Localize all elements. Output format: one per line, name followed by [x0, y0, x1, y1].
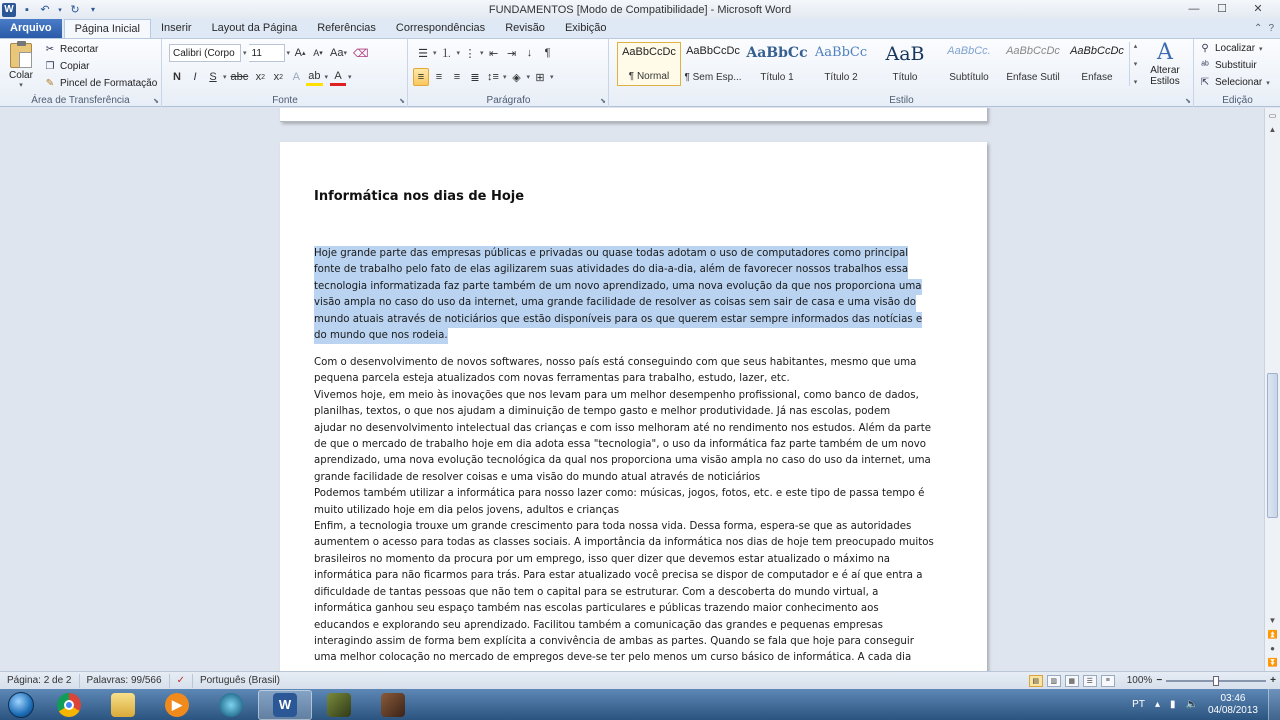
paragraph-group-label: Parágrafo	[486, 95, 531, 106]
style-subtitulo[interactable]	[937, 42, 1001, 86]
redo-icon[interactable]: ↻	[70, 4, 80, 16]
bold-icon[interactable]: N	[173, 71, 181, 83]
document-heading[interactable]: Informática nos dias de Hoje	[314, 189, 525, 204]
undo-dropdown-icon[interactable]: ▾	[58, 6, 62, 14]
text-line[interactable]: uma melhor colocação no mercado de empregos deve-se ter pelo menos um curso básico de informática. A cada dia	[314, 652, 912, 664]
outline-view-icon[interactable]: ☰	[1083, 675, 1097, 687]
justify-icon[interactable]: ≣	[470, 71, 480, 84]
text-line[interactable]: educandos e explorando seu aprendizado. Facilitou também a comunicação das grandes e pequenas empresas	[314, 619, 883, 631]
style-sample: AaBbCcDc	[686, 45, 740, 57]
windows-orb-icon	[8, 692, 34, 718]
borders-dropdown-icon[interactable]: ▾	[550, 74, 554, 81]
select-dropdown-icon[interactable]: ▾	[1266, 79, 1270, 87]
line-spacing-dropdown-icon[interactable]: ▾	[503, 74, 507, 81]
style-name: Ênfase Sutil	[1006, 72, 1060, 83]
paragraph-dialog-launcher-icon[interactable]: ⬊	[600, 98, 606, 105]
subscript-icon[interactable]: x 2	[255, 71, 265, 83]
input-language[interactable]: PT	[1132, 699, 1145, 710]
highlight-dropdown-icon[interactable]: ▾	[324, 74, 329, 81]
style-titulo-2[interactable]	[809, 42, 873, 86]
taskbar-app-2[interactable]	[366, 690, 420, 720]
text-line[interactable]: pequena parcela esteja atualizados com novas ferramentas para trabalho, estudo, lazer, etc.	[314, 373, 790, 385]
font-color-icon[interactable]: A	[330, 68, 346, 86]
styles-dialog-launcher-icon[interactable]: ⬊	[1185, 98, 1191, 105]
paragraph-group	[409, 39, 609, 107]
language-indicator[interactable]: Português (Brasil)	[199, 674, 280, 686]
find-dropdown-icon[interactable]: ▾	[1259, 45, 1263, 53]
save-icon[interactable]: ▪	[25, 3, 29, 16]
zoom-level[interactable]: 100%	[1126, 675, 1153, 686]
page-count[interactable]: Página: 2 de 2	[0, 674, 80, 688]
full-screen-reading-icon[interactable]: ▥	[1047, 675, 1061, 687]
scrollbar-thumb[interactable]	[1267, 373, 1278, 518]
font-group	[163, 39, 408, 107]
ribbon-tabs	[0, 19, 1280, 39]
style-name: Subtítulo	[949, 72, 989, 83]
clear-formatting-icon[interactable]: ⌫	[353, 47, 369, 60]
browse-object-icon[interactable]: ●	[1270, 643, 1275, 653]
more-styles-icon[interactable]: ▾	[1133, 79, 1138, 86]
text-line[interactable]: informática para não ficarmos para trás. Para estar atualizado você precisa se dispor de computador e é aí que entra a	[314, 570, 923, 582]
taskbar-app-1[interactable]	[312, 690, 366, 720]
scroll-up-icon[interactable]: ▴	[1133, 43, 1138, 50]
brush-icon: ✎	[45, 78, 55, 89]
text-line[interactable]: Enfim, a tecnologia trouxe um grande crescimento para toda nossa vida. Dessa forma, espera-se que as autoridades	[314, 521, 912, 533]
network-icon[interactable]: ▮	[1169, 699, 1176, 710]
print-layout-view-icon[interactable]: ▤	[1029, 675, 1043, 687]
tab-referencias[interactable]: Referências	[317, 22, 376, 34]
cut-button[interactable]	[44, 41, 157, 58]
copy-icon: ❐	[45, 61, 55, 72]
zoom-out-icon[interactable]: −	[1156, 675, 1163, 686]
replace-label: Substituir	[1215, 60, 1257, 71]
style-titulo[interactable]	[873, 42, 937, 86]
borders-icon[interactable]: ⊞	[535, 71, 545, 84]
app-icon-1	[327, 693, 351, 717]
text-line[interactable]: mundo atuais através de noticiários que estão disponíveis para os que querem estar sempre informados das notícias e	[314, 312, 922, 328]
font-size-dropdown-icon[interactable]: ▾	[286, 50, 291, 57]
selected-paragraph[interactable]	[314, 246, 959, 344]
status-bar	[0, 671, 1280, 689]
body-paragraph[interactable]	[314, 355, 959, 667]
multilevel-dropdown-icon[interactable]: ▾	[480, 50, 484, 57]
word-logo-icon[interactable]: W	[2, 3, 16, 17]
editing-group-label: Edição	[1222, 95, 1253, 106]
close-button[interactable]: ✕	[1253, 3, 1263, 15]
numbering-dropdown-icon[interactable]: ▾	[456, 50, 461, 57]
text-line[interactable]: aprendizado, uma nova evolução tecnológica da qual nos proporciona uma visão ampla no caso do uso da internet, uma	[314, 455, 931, 467]
zoom-in-icon[interactable]: +	[1270, 675, 1276, 686]
strikethrough-icon[interactable]: abc	[230, 71, 249, 83]
text-line[interactable]: planilhas, textos, o que nos ajudam a diminuição de tempo gasto e melhor produtividade. Já nas escolas, podem	[314, 406, 891, 418]
text-line[interactable]: visão ampla no caso do uso da internet, uma grande facilidade de resolver as coisas sem sair de casa e uma visão do	[314, 295, 916, 311]
editing-group	[1195, 39, 1280, 107]
scroll-up-arrow-icon[interactable]: ▲	[1268, 124, 1277, 134]
text-line[interactable]: informática ganhou seu espaço também nas escolas particulares e públicas trazendo maior conhecimento aos	[314, 603, 879, 615]
text-line[interactable]: Vivemos hoje, em meio às inovações que nos levam para um melhor desempenho profissional, como banco de dados,	[314, 389, 919, 401]
draft-view-icon[interactable]: ≡	[1101, 675, 1115, 687]
highlight-icon[interactable]: ab	[306, 68, 322, 86]
change-styles-label: Alterar Estilos	[1150, 65, 1180, 87]
web-layout-icon[interactable]: ▦	[1065, 675, 1079, 687]
change-styles-icon: A	[1157, 40, 1173, 65]
replace-button[interactable]	[1199, 57, 1270, 74]
tab-inserir[interactable]: Inserir	[161, 22, 192, 34]
increase-indent-icon[interactable]: ⇥	[506, 47, 517, 60]
taskbar-explorer[interactable]	[96, 690, 150, 720]
ruler-toggle-icon[interactable]: ▭	[1268, 110, 1277, 120]
text-line[interactable]: interagindo assim de forma bem explícita a convivência de ambas as partes. Quando se fala que hoje para conseguir	[314, 635, 914, 647]
bullets-dropdown-icon[interactable]: ▾	[433, 50, 437, 57]
scissors-icon: ✂	[45, 44, 55, 55]
scroll-down-icon[interactable]: ▾	[1133, 61, 1138, 68]
next-page-icon[interactable]: ⏬	[1267, 657, 1278, 667]
format-painter-button[interactable]	[44, 75, 157, 92]
find-button[interactable]	[1199, 40, 1270, 57]
style-name: ¶ Normal	[628, 71, 670, 82]
taskbar-chrome[interactable]	[42, 690, 96, 720]
start-button[interactable]	[0, 690, 42, 720]
copy-label: Copiar	[60, 61, 90, 72]
text-line[interactable]: aumentem o acesso para todas as classes sociais. A importância da informática nos dias de hoje tem preocupado muitos	[314, 537, 934, 549]
select-button[interactable]	[1199, 74, 1270, 91]
text-effects-icon[interactable]: A	[292, 71, 300, 83]
text-line[interactable]: tecnologia informatizada faz parte também de um novo aprendizado, uma nova evolução da que nos proporciona uma	[314, 279, 922, 295]
shading-dropdown-icon[interactable]: ▾	[526, 74, 531, 81]
scroll-down-arrow-icon[interactable]: ▼	[1268, 615, 1277, 625]
word-icon: W	[273, 693, 297, 717]
multilevel-list-icon[interactable]: ⋮	[464, 47, 476, 60]
zoom-knob[interactable]	[1213, 676, 1219, 686]
style-sample: AaBbCcDc	[622, 46, 676, 58]
clock-time: 03:46	[1220, 692, 1246, 704]
paste-label: Colar	[9, 70, 33, 81]
clipboard-group	[0, 39, 162, 107]
document-area[interactable]	[0, 108, 1264, 671]
replace-icon: ᵃᵇ	[1201, 60, 1209, 71]
vertical-scrollbar[interactable]	[1264, 108, 1280, 671]
taskbar-word[interactable]	[258, 690, 312, 720]
style-sem-espacamento[interactable]	[681, 42, 745, 86]
style-sample: AaBbCc	[814, 45, 868, 60]
text-line[interactable]: Hoje grande parte das empresas públicas e privadas ou quase todas adotam o uso de computadores como principal	[314, 246, 908, 262]
align-left-icon[interactable]: ≡	[413, 68, 429, 86]
paste-button[interactable]	[4, 41, 38, 89]
paste-dropdown-icon[interactable]: ▾	[19, 82, 23, 89]
style-name: Título 1	[760, 72, 794, 83]
taskbar-media-player[interactable]	[150, 690, 204, 720]
show-marks-icon[interactable]: ¶	[544, 47, 551, 59]
align-right-icon[interactable]: ≡	[453, 71, 461, 83]
minimize-ribbon-icon[interactable]: ⌃	[1254, 23, 1263, 34]
italic-icon[interactable]: I	[193, 71, 197, 83]
change-case-icon[interactable]: Aa ▾	[330, 47, 348, 59]
style-enfase-sutil[interactable]	[1001, 42, 1065, 86]
clipboard-dialog-launcher-icon[interactable]: ⬊	[153, 98, 159, 105]
clock-date: 04/08/2013	[1207, 704, 1258, 716]
previous-page-bottom	[280, 108, 987, 122]
line-spacing-icon[interactable]: ↕≡	[487, 71, 499, 83]
window-controls	[1180, 0, 1280, 17]
customize-qat-icon[interactable]: ▾	[90, 5, 95, 14]
find-label: Localizar	[1215, 43, 1256, 54]
app-icon-2	[381, 693, 405, 717]
word-count[interactable]: Palavras: 99/566	[80, 674, 170, 688]
tab-correspondencias[interactable]: Correspondências	[395, 22, 486, 34]
font-size-input[interactable]: 11	[249, 44, 285, 62]
system-tray	[1132, 693, 1280, 717]
title-bar	[0, 0, 1280, 19]
change-styles-button[interactable]	[1145, 41, 1185, 93]
document-page[interactable]	[280, 142, 987, 671]
taskbar-camtasia[interactable]	[204, 690, 258, 720]
chrome-icon	[57, 693, 81, 717]
style-name: ¶ Sem Esp...	[684, 72, 742, 83]
show-desktop-button[interactable]	[1268, 689, 1280, 720]
minimize-button[interactable]: —	[1188, 2, 1200, 15]
tab-revisao[interactable]: Revisão	[505, 22, 545, 34]
ribbon-options	[1254, 23, 1280, 34]
style-name: Ênfase	[1081, 72, 1113, 83]
clipboard-group-label: Área de Transferência	[31, 95, 130, 106]
text-line[interactable]: Podemos também utilizar a informática para nosso lazer como: músicas, jogos, fotos, etc. e este tipo de passa tempo é	[314, 488, 925, 500]
binoculars-icon: ⚲	[1201, 43, 1209, 54]
explorer-icon	[111, 693, 135, 717]
tab-exibicao[interactable]: Exibição	[564, 22, 607, 34]
font-group-label: Fonte	[272, 95, 298, 106]
proofing-icon[interactable]: ✓	[170, 674, 193, 688]
media-player-icon: ▶	[165, 693, 189, 717]
bullets-icon[interactable]: ☰	[418, 47, 428, 60]
tab-pagina-inicial[interactable]: Página Inicial	[64, 19, 151, 38]
shrink-font-icon[interactable]: A ▾	[313, 48, 323, 58]
style-name: Título 2	[824, 72, 858, 83]
select-arrow-icon: ⇱	[1200, 77, 1210, 88]
text-line[interactable]: dificuldade de tantas pessoas que não tem o capital para se estruturar. Com a descoberta do mundo virtual, a	[314, 586, 879, 598]
taskbar	[0, 689, 1280, 720]
tray-expand-icon[interactable]: ▴	[1154, 699, 1160, 710]
text-line[interactable]: ajudar no desenvolvimento intelectual das crianças e com isso melhoram até no rendimento nos estudos. Além da parte	[314, 422, 931, 434]
style-sample: AaBbCc.	[947, 45, 991, 57]
style-titulo-1[interactable]	[745, 42, 809, 86]
text-line[interactable]: brasileiros no momento da procura por um emprego, isso quer dizer que devemos estar atualizado o máximo na	[314, 553, 891, 565]
style-normal[interactable]	[617, 42, 681, 86]
shading-icon[interactable]: ◈	[512, 71, 521, 84]
zoom-slider[interactable]	[1166, 676, 1266, 686]
previous-page-icon[interactable]: ⏫	[1267, 629, 1278, 639]
text-line[interactable]: grande facilidade de resolver coisas e uma visão do mundo atual através de noticiários	[314, 471, 761, 483]
styles-gallery	[617, 42, 1141, 86]
tab-layout-pagina[interactable]: Layout da Página	[211, 22, 298, 34]
text-line[interactable]: de que o mercado de trabalho hoje em dia adota essa "tecnologia", o uso da informática faz parte também de um novo	[314, 439, 926, 451]
align-center-icon[interactable]: ≡	[435, 71, 443, 83]
camtasia-icon	[219, 693, 243, 717]
ribbon	[0, 39, 1280, 107]
paste-icon	[10, 43, 32, 68]
numbering-icon[interactable]: ⒈	[441, 48, 453, 60]
cut-label: Recortar	[60, 44, 99, 55]
font-dialog-launcher-icon[interactable]: ⬊	[399, 98, 405, 105]
volume-icon[interactable]: 🔈	[1185, 699, 1198, 710]
underline-icon[interactable]: S	[209, 71, 217, 83]
font-name-dropdown-icon[interactable]: ▾	[243, 50, 247, 57]
help-icon[interactable]: ?	[1268, 23, 1274, 34]
style-sample: AaBbCc	[746, 45, 808, 61]
text-line[interactable]: fonte de trabalho pelo fato de elas agilizarem suas atividades do dia-a-dia, além de favorecer nossos trabalhos essa	[314, 262, 908, 278]
font-color-dropdown-icon[interactable]: ▾	[348, 74, 352, 81]
style-name: Título	[892, 72, 918, 83]
select-label: Selecionar	[1215, 77, 1263, 88]
style-sample: AaB	[885, 45, 925, 63]
tab-arquivo[interactable]: Arquivo	[0, 19, 62, 38]
styles-gallery-scroll[interactable]	[1129, 42, 1141, 86]
undo-icon[interactable]: ↶	[40, 4, 50, 16]
text-line[interactable]: do mundo que nos rodeia.	[314, 328, 448, 344]
superscript-icon[interactable]: x 2	[273, 71, 283, 83]
quick-access-toolbar	[0, 3, 150, 17]
format-painter-label: Pincel de Formatação	[60, 78, 158, 89]
style-enfase[interactable]	[1065, 42, 1129, 86]
view-controls	[1029, 675, 1280, 687]
sort-icon[interactable]: ↓	[526, 47, 533, 59]
window-title: FUNDAMENTOS [Modo de Compatibilidade] - Microsoft Word	[488, 3, 792, 16]
copy-button[interactable]	[44, 58, 157, 75]
style-sample: AaBbCcDc	[1006, 45, 1060, 57]
text-line[interactable]: Com o desenvolvimento de novos softwares, nosso país está conseguindo com que seus habitantes, mesmo que uma	[314, 357, 917, 368]
underline-dropdown-icon[interactable]: ▾	[223, 74, 227, 81]
font-name-input[interactable]: Calibri (Corpo	[169, 44, 241, 62]
clock[interactable]	[1208, 693, 1258, 717]
decrease-indent-icon[interactable]: ⇤	[488, 47, 499, 60]
style-sample: AaBbCcDc	[1070, 45, 1124, 57]
grow-font-icon[interactable]: A ▴	[294, 47, 306, 59]
styles-group-label: Estilo	[889, 95, 914, 106]
text-line[interactable]: muito utilizado hoje em dia pelos jovens, adultos e crianças	[314, 504, 620, 516]
maximize-button[interactable]: ☐	[1217, 3, 1227, 15]
